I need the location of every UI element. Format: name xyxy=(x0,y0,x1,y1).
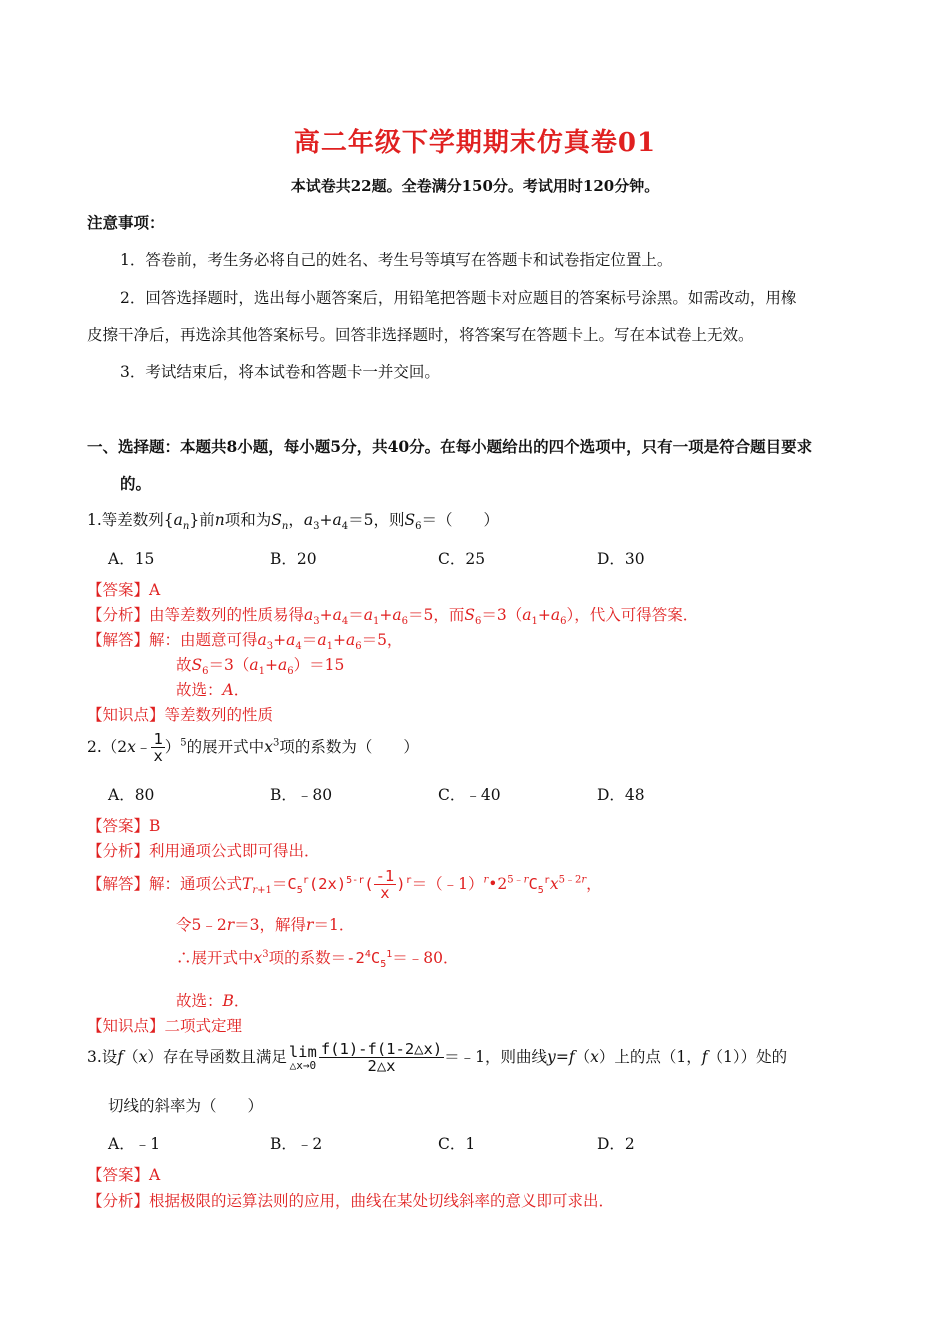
question-2-solution: 【解答】解：通项公式$T_{r+1}=C_5^r(2x)^{5-r}$( $\frac{-1}{x}$ )$^r=(﹣1)^r•2^{5﹣r}C_5^rx^{5﹣2r}$， xyxy=(87,867,602,903)
answer-tag: 【答案】 xyxy=(87,817,150,835)
conclusion-label: 故选： xyxy=(176,992,223,1010)
question-3-answer xyxy=(87,1163,160,1185)
answer-value: A xyxy=(149,1166,161,1184)
fraction-neg-1-over-x: $\frac{-1}{x}$ xyxy=(375,867,395,903)
knowledge-value: 二项式定理 xyxy=(164,1017,243,1035)
question-2-analysis xyxy=(87,839,320,861)
question-2-knowledge xyxy=(87,1014,242,1036)
knowledge-tag: 【知识点】 xyxy=(87,706,165,724)
question-1-knowledge xyxy=(87,703,273,725)
knowledge-tag: 【知识点】 xyxy=(87,1017,165,1035)
answer-tag: 【答案】 xyxy=(87,1166,150,1184)
question-3-option-d: D．2 xyxy=(597,1135,635,1153)
conclusion-letter: A xyxy=(222,681,234,699)
notice-item-1: 1．答卷前，考生务必将自己的姓名、考生号等填写在答题卡和试卷指定位置上。 xyxy=(120,251,673,269)
answer-value: A xyxy=(149,581,161,599)
analysis-tag: 【分析】 xyxy=(87,606,150,624)
question-2-option-d: D．48 xyxy=(597,786,645,804)
question-3-number: 3. xyxy=(87,1047,102,1066)
question-3-option-a: A．﹣1 xyxy=(108,1135,161,1153)
question-2-option-c: C．﹣40 xyxy=(438,786,501,804)
question-3-stem: 3.设f（x）存在导函数且满足 lim △x→0 $\frac{f(1)-f(1-2\triangle x)}{2\triangle x}$ ＝﹣1，则曲线y=f（x）上的点（1，f（1））处的 xyxy=(87,1040,788,1076)
question-1-answer xyxy=(87,578,160,600)
section-1-heading-line-2: 的。 xyxy=(120,474,152,493)
page-title: 高二年级下学期期末仿真卷01 xyxy=(293,128,657,158)
notice-item-3: 3．考试结束后，将本试卷和答题卡一并交回。 xyxy=(120,363,440,381)
question-1-number: 1. xyxy=(87,511,102,529)
answer-tag: 【答案】 xyxy=(87,581,150,599)
question-1-option-a: A．15 xyxy=(108,550,155,568)
solution-tag: 【解答】 xyxy=(87,874,150,893)
question-2-option-b: B．﹣80 xyxy=(270,786,333,804)
fraction-1-over-x: $\frac{1}{x}$ xyxy=(153,730,163,766)
question-2-option-a: A．80 xyxy=(108,786,155,804)
analysis-text: 利用通项公式即可得出． xyxy=(149,842,320,860)
question-1-conclusion: 故选：A． xyxy=(176,681,250,699)
analysis-text: 根据极限的运算法则的应用，曲线在某处切线斜率的意义即可求出． xyxy=(149,1192,615,1210)
analysis-tag: 【分析】 xyxy=(87,842,150,860)
question-1-option-d: D．30 xyxy=(597,550,645,568)
solution-tag: 【解答】 xyxy=(87,631,150,649)
solution-label: 解： xyxy=(149,631,181,649)
notice-heading: 注意事项： xyxy=(87,213,165,232)
exam-subtitle: 本试卷共22题。全卷满分150分。考试用时120分钟。 xyxy=(290,177,660,195)
question-2-solution-step-2: 令5﹣2r＝3，解得r＝1． xyxy=(176,916,355,934)
question-3-analysis xyxy=(87,1189,614,1211)
section-1-heading-line-1: 一、选择题：本题共8小题，每小题5分，共40分。在每小题给出的四个选项中，只有一项是符合题目要求 xyxy=(87,437,813,456)
limit-fraction: $\frac{f(1)-f(1-2\triangle x)}{2\triangle x}$ xyxy=(320,1040,443,1076)
conclusion-letter: B xyxy=(222,992,234,1010)
question-1-option-c: C．25 xyxy=(438,550,486,568)
solution-label: 解：通项公式 xyxy=(149,874,243,893)
question-3-option-b: B．﹣2 xyxy=(270,1135,323,1153)
analysis-tag: 【分析】 xyxy=(87,1192,150,1210)
question-3-stem-line-2: 切线的斜率为（ ） xyxy=(108,1097,264,1115)
question-2-number: 2. xyxy=(87,737,102,756)
question-1-analysis: 【分析】由等差数列的性质易得$a_3+a_4=a_1+a_6=5$，而$S_6=3(a_1+a_6)$，代入可得答案． xyxy=(87,606,699,628)
notice-item-2-line-2: 皮擦干净后，再选涂其他答案标号。回答非选择题时，将答案写在答题卡上。写在本试卷上无效。 xyxy=(87,326,754,344)
question-3-option-c: C．1 xyxy=(438,1135,476,1153)
limit-symbol: lim △x→0 xyxy=(288,1042,317,1073)
notice-item-2-line-1: 2．回答选择题时，选出每小题答案后，用铅笔把答题卡对应题目的答案标号涂黑。如需改动，用橡 xyxy=(120,289,797,307)
question-1-solution: 【解答】解：由题意可得$a_3+a_4=a_1+a_6=5$， xyxy=(87,631,403,653)
question-2-answer xyxy=(87,814,160,836)
conclusion-label: 故选： xyxy=(176,681,223,699)
question-2-solution-step-3: ∴展开式中$x^3$项的系数$=-2^4C_5^1=﹣80$． xyxy=(176,948,459,971)
knowledge-value: 等差数列的性质 xyxy=(164,706,274,724)
question-1-option-b: B．20 xyxy=(270,550,317,568)
answer-value: B xyxy=(149,817,161,835)
question-2-conclusion: 故选：B． xyxy=(176,992,250,1010)
question-1-stem: 1.等差数列$\{a_n\}$前n项和为$S_n$，$a_3+a_4=5$，则$S_6=$（ ） xyxy=(87,511,499,533)
question-2-stem: 2.（2x﹣ $\frac{1}{x}$ ）$^5$的展开式中$x^3$项的系数为（ ） xyxy=(87,730,419,766)
question-1-solution-step-2: 故$S_6=3(a_1+a_6)=15$ xyxy=(176,656,345,678)
